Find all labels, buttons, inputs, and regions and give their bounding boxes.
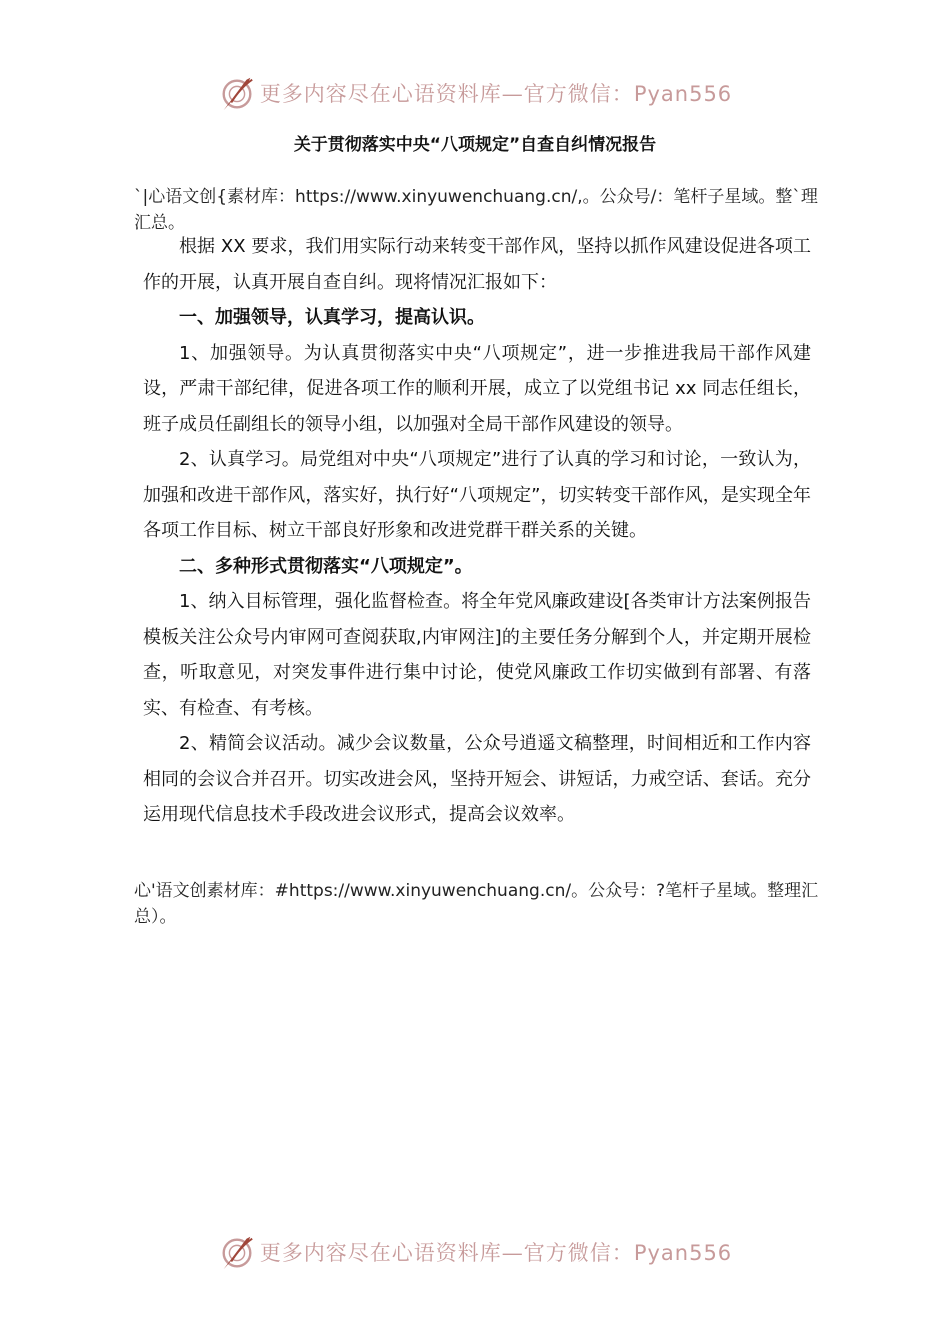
paragraph-2-2: 2、精简会议活动。减少会议数量，公众号逍遥文稿整理，时间相近和工作内容相同的会议合并召开。切实改进会风，坚持开短会、讲短话，力戒空话、套话。充分运用现代信息技术手段改进会议形式，提高会议效率。 (143, 733, 811, 825)
watermark-text: 更多内容尽在心语资料库—官方微信：Pyan556 (259, 82, 733, 106)
paragraph-intro: 根据 XX 要求，我们用实际行动来转变干部作风，坚持以抓作风建设促进各项工作的开展，认真开展自查自纠。现将情况汇报如下： (143, 236, 811, 293)
paragraph-1-2: 2、认真学习。局党组对中央“八项规定”进行了认真的学习和讨论，一致认为，加强和改进干部作风，落实好，执行好“八项规定”，切实转变干部作风，是实现全年各项工作目标、树立干部良好形象和改进党群干群关系的关键。 (143, 449, 811, 541)
header-watermark (0, 73, 950, 113)
source-note-top: `|心语文创{素材库：https://www.xinyuwenchuang.cn/,。公众号/：笔杆子星域。整`理汇总。 (134, 187, 818, 233)
document-title: 关于贯彻落实中央“八项规定”自查自纠情况报告 (293, 135, 657, 155)
section-heading-2: 二、多种形式贯彻落实“八项规定”。 (179, 555, 473, 577)
section-heading-1: 一、加强领导，认真学习，提高认识。 (179, 307, 485, 328)
document-body (143, 229, 811, 833)
quill-logo-icon (218, 1233, 256, 1271)
footer-watermark (0, 1232, 950, 1272)
source-note-bottom: 心'语文创素材库：#https://www.xinyuwenchuang.cn/。公众号：?笔杆子星域。整理汇总）。 (134, 881, 819, 927)
paragraph-1-1: 1、加强领导。为认真贯彻落实中央“八项规定”，进一步推进我局干部作风建设，严肃干部纪律，促进各项工作的顺利开展，成立了以党组书记 xx 同志任组长，班子成员任副组长的领导小组，以加强对全局干部作风建设的领导。 (143, 342, 811, 435)
paragraph-2-1: 1、纳入目标管理，强化监督检查。将全年党风廉政建设[各类审计方法案例报告模板关注公众号内审网可查阅获取,内审网注]的主要任务分解到个人，并定期开展检查，听取意见，对突发事件进行集中讨论，使党风廉政工作切实做到有部署、有落实、有检查、有考核。 (143, 591, 811, 719)
watermark-text: 更多内容尽在心语资料库—官方微信：Pyan556 (259, 1241, 733, 1265)
quill-logo-icon (218, 74, 256, 112)
